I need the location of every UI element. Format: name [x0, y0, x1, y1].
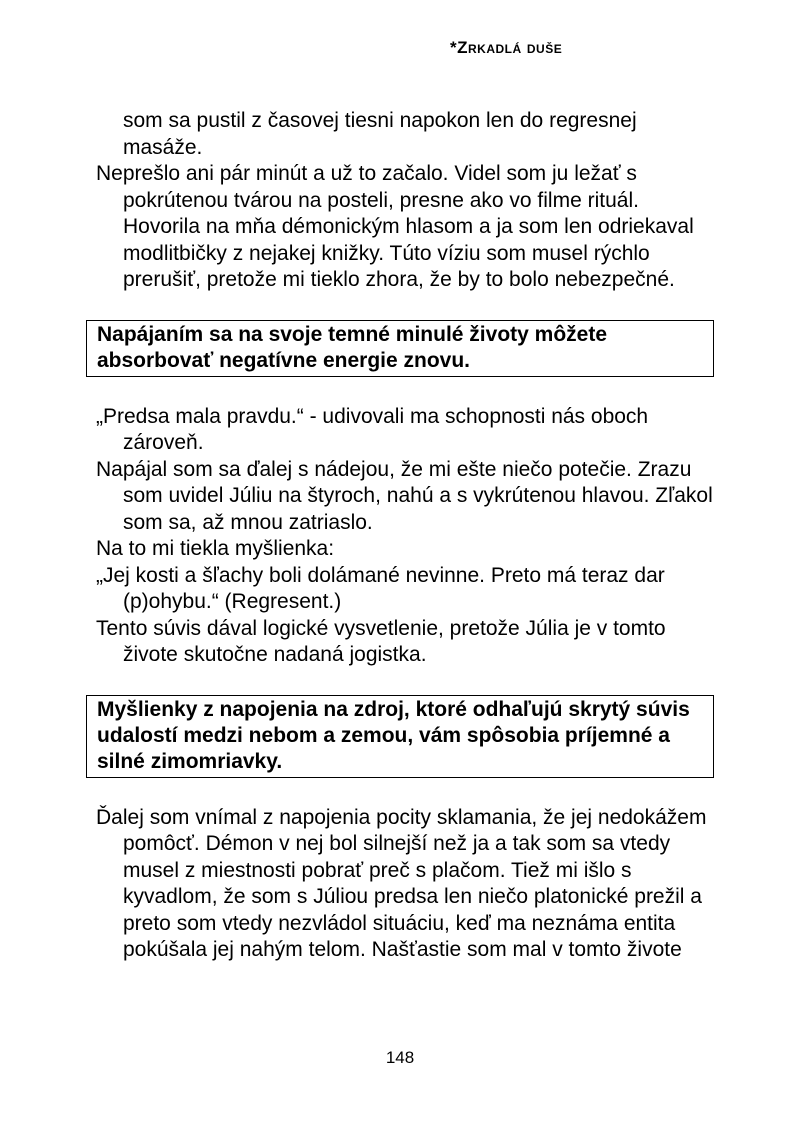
highlight-box: Napájaním sa na svoje temné minulé životy môžete absorbovať negatívne energie znovu.: [86, 320, 714, 377]
highlight-box: Myšlienky z napojenia na zdroj, ktoré odhaľujú skrytý súvis udalostí medzi nebom a zemou, vám spôsobia príjemné a silné zimomriavky.: [86, 695, 714, 778]
paragraph: som sa pustil z časovej tiesni napokon len do regresnej masáže.: [123, 109, 637, 159]
paragraph: Ďalej som vnímal z napojenia pocity sklamania, že jej nedokážem pomôcť. Démon v nej bol silnejší než ja a tak som sa vtedy musel z miestnosti pobrať preč s plačom. Tiež mi išlo s kyvadlom, že som s Júliou predsa len niečo platonické prežil a preto som vtedy nezvládol situáciu, keď ma neznáma entita pokúšala jej nahým telom. Našťastie som mal v tomto živote: [96, 805, 707, 961]
page-content: [96, 108, 716, 964]
paragraph: Tento súvis dával logické vysvetlenie, pretože Júlia je v tomto živote skutočne nadaná jogistka.: [96, 616, 666, 666]
paragraph: Na to mi tiekla myšlienka:: [96, 537, 335, 560]
paragraph: „Predsa mala pravdu.“ - udivovali ma schopnosti nás oboch zároveň.: [96, 404, 649, 454]
page-number: 148: [385, 1048, 415, 1067]
paragraph: Napájal som sa ďalej s nádejou, že mi ešte niečo potečie. Zrazu som uvidel Júliu na štyroch, nahú a s vykrútenou hlavou. Zľakol som sa, až mnou zatriaslo.: [96, 457, 713, 534]
paragraph: Neprešlo ani pár minút a už to začalo. Videl som ju ležať s pokrútenou tvárou na posteli, presne ako vo filme rituál. Hovorila na mňa démonickým hlasom a ja som len odriekaval modlitbičky z nejakej knižky. Túto víziu som musel rýchlo prerušiť, pretože mi tieklo zhora, že by to bolo nebezpečné.: [96, 162, 694, 291]
running-header: *Zrkadlá duše: [450, 38, 563, 57]
paragraph: „Jej kosti a šľachy boli dolámané nevinne. Preto má teraz dar (p)ohybu.“ (Regresent.): [96, 563, 665, 613]
